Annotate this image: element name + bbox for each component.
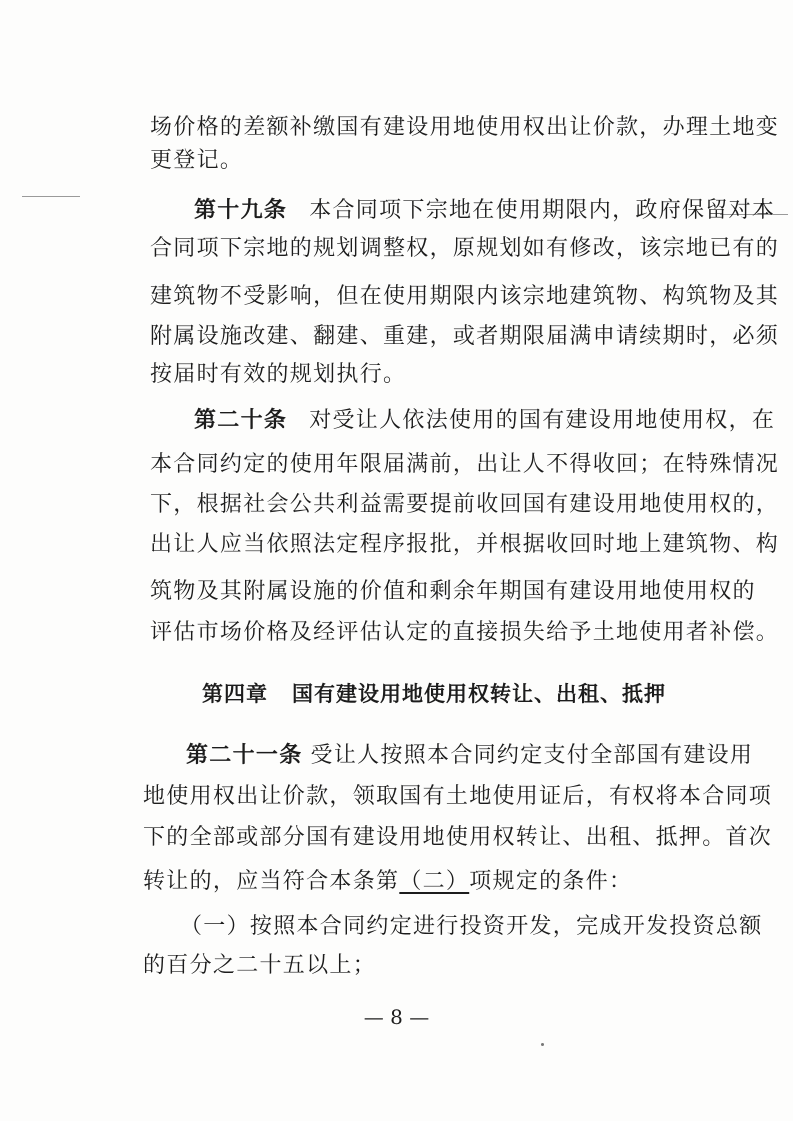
article-20-line-4: 出让人应当依照法定程序报批，并根据收回时地上建筑物、构 bbox=[150, 532, 780, 557]
article-20-line-1 bbox=[194, 406, 775, 436]
article-20-line-3: 下，根据社会公共利益需要提前收回国有建设用地使用权的， bbox=[150, 492, 780, 517]
chapter-4-heading bbox=[202, 679, 666, 709]
article-19-line-2: 合同项下宗地的规划调整权，原规划如有修改，该宗地已有的 bbox=[150, 236, 780, 261]
article-19-label: 第十九条 bbox=[194, 198, 288, 223]
article-21-line-3: 下的全部或部分国有建设用地使用权转让、出租、抵押。首次 bbox=[143, 825, 773, 850]
article-21-line-1 bbox=[186, 741, 753, 771]
article-21-label: 第二十一条 bbox=[186, 743, 303, 768]
item-1-line-1: （一）按照本合同约定进行投资开发，完成开发投资总额 bbox=[180, 914, 763, 939]
scan-edge-mark-left bbox=[22, 196, 80, 197]
article-19-line-1 bbox=[194, 196, 775, 226]
p1-line-1: 场价格的差额补缴国有建设用地使用权出让价款，办理土地变 bbox=[150, 115, 780, 140]
article-20-line-6: 评估市场价格及经评估认定的直接损失给予土地使用者补偿。 bbox=[150, 620, 780, 645]
article-20-line-2: 本合同约定的使用年限届满前，出让人不得收回；在特殊情况 bbox=[150, 452, 780, 477]
article-19-text-1: 本合同项下宗地在使用期限内，政府保留对本 bbox=[309, 198, 776, 223]
p1-line-2: 更登记。 bbox=[150, 148, 244, 173]
scan-speck bbox=[541, 1043, 544, 1046]
chapter-4-number: 第四章 bbox=[202, 682, 268, 706]
article-20-label: 第二十条 bbox=[194, 408, 288, 433]
article-19-line-3: 建筑物不受影响，但在使用期限内该宗地建筑物、构筑物及其 bbox=[150, 284, 780, 309]
article-21-line-2: 地使用权出让价款，领取国有土地使用证后，有权将本合同项 bbox=[143, 784, 773, 809]
article-21-text-4a: 转让的，应当符合本条第 bbox=[143, 869, 400, 894]
item-1-line-2: 的百分之二十五以上； bbox=[143, 953, 377, 978]
article-19-line-4: 附属设施改建、翻建、重建，或者期限届满申请续期时，必须 bbox=[150, 324, 780, 349]
article-21-filled-item: （二） bbox=[399, 869, 470, 894]
article-21-line-4 bbox=[143, 867, 632, 897]
chapter-4-title: 国有建设用地使用权转让、出租、抵押 bbox=[292, 682, 666, 706]
article-19-line-5: 按届时有效的规划执行。 bbox=[150, 362, 407, 387]
article-20-text-1: 对受让人依法使用的国有建设用地使用权，在 bbox=[309, 408, 776, 433]
article-21-text-4b: 项规定的条件： bbox=[469, 869, 633, 894]
page-number: — 8 — bbox=[363, 1005, 430, 1029]
article-20-line-5: 筑物及其附属设施的价值和剩余年期国有建设用地使用权的 bbox=[150, 579, 756, 604]
article-21-text-1: 受让人按照本合同约定支付全部国有建设用 bbox=[310, 743, 754, 768]
